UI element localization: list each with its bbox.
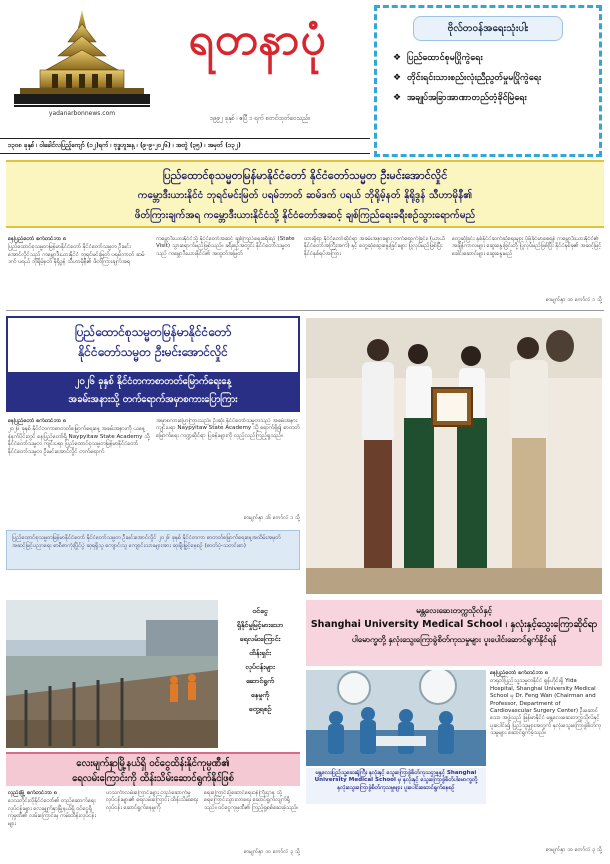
photo-caption: ပြည်ထောင်စုသမ္မတမြန်မာနိုင်ငံတော် နိုင်ငံတော်သမ္မတ ဦးမင်းအောင်လှိုင် ၂၀၂၆ ခုနှစ် နိုင်ငံတကာ စာတတ်မြောက်ရေးနေ့အထိမ်းအမှတ် အဆင့်မြင့်ပညာရေး စာစီစာကုံးပြိုင်ပွဲ ဆုရရှိသူ ကျောင်းသူ ကျောင်းသားများအား ဆုချီးမြှင့်နေစဉ် (ဓာတ်ပုံ-သတင်းစာ)	[6, 530, 300, 570]
slogan-text: ပြည်ထောင်စုမပြိုကွဲရေး	[407, 53, 483, 63]
continued-note: စာမျက်နှာ ၁၀ ကော်လံ ၁ သို့	[545, 297, 602, 303]
side-caption-line: ဝင်ငွေ	[252, 607, 268, 615]
headline-line: Shanghai University Medical School ၊ နှလုံးနှင့်သွေးကြောဆိုင်ရာ	[310, 619, 598, 630]
continued-note: စာမျက်နှာ ၁၀ ကော်လံ ၃ သို့	[243, 849, 300, 855]
article-text: ဒေသတိုင်းလိုနိုင်ငံတော်၏ တည်ဆောက်ရေးလုပ်ငန်းများ လေးမျက်နှာမြို့နယ်ရှိ ဝင်ငွေရှိ ကုမ္ပဏီ၏ လမ်းကြောင်းမှ ကမ်းထိန်းလုပ်ငန်းများ	[8, 798, 96, 827]
waterway-dredging-photo	[6, 600, 218, 748]
subheadline-line: အခမ်းအနားသို့ တက်ရောက်အမှာစကားပြောကြား	[68, 394, 238, 405]
article-text: တွေ့ဆုံခြင်း နှစ်နိုင်ငံဆက်ဆံရေးများ ပိုမိုခိုင်မာစေရန် ကမ္ဘောဒီးယားနိုင်ငံ၏ အချိန်ကာလများ ဆွေးနွေးခြင်းတို့ ပြုလုပ်မည်ဖြစ်ပြီး နိုင်ငံနှစ်ခု၏ အဆင့်မြင့်ခေါင်းဆောင်များ ဆွေးနွေးမည်	[452, 236, 602, 257]
side-caption-line: တွေ့ရစဉ်	[248, 705, 272, 713]
photo-side-caption	[222, 604, 298, 744]
medical-school-headline	[306, 600, 602, 666]
byline: လှည်းမြို့ စက်တင်ဘာ ၈	[8, 790, 58, 796]
slogan-text: တိုင်းရင်းသားစည်းလုံးညီညွတ်မှုမပြိုကွဲရေး	[407, 73, 542, 83]
lead-story-column	[8, 236, 150, 304]
side-caption-line: ဆောင်ရွက်	[246, 677, 274, 685]
slogan-text: အချုပ်အခြာအာဏာတည်တံ့ခိုင်မြဲရေး	[407, 93, 527, 103]
slogan-title: ဗိုလ်တဝန်အရေးသုံးပါး	[413, 16, 563, 41]
subheadline-line: ၂၀၂၆ ခုနှစ် နိုင်ငံတကာစာတတ်မြောက်ရေးနေ့	[74, 376, 232, 387]
lead-headline	[6, 160, 604, 228]
article-text: ပြည်ထောင်စုသမ္မတမြန်မာနိုင်ငံတော် နိုင်ငံတော်သမ္မတ ဦးမင်းအောင်လှိုင်သည် ကမ္ဘောဒီးယားနိုင်ငံ ဘုရင်မင်းမြတ် ပရမ်ဘာတ် ဆမ်ဒက် ပရယ် ဘိုရိုမ့်နတ် နိုရိုဒွန် သီဟာမိုနီ၏ ဖိတ်ကြားချက်အရ	[8, 244, 145, 266]
article-text: ရေးကြောင်းပို့ဆောင်ရေးဝန်ကြီးဌာန သို့ ရေကြောင်းသွားလာရေး ဆောင်ရွက်လျက်ရှိသည်။ ဝင်ငွေကုမ္ပဏီ၏ ကြည့်ရှုစစ်ဆေးခဲ့သည်။	[204, 790, 299, 811]
lead-headline-line: ဖိတ်ကြားချက်အရ ကမ္ဘောဒီးယားနိုင်ငံသို့ နိုင်ငံတော်အဆင့် ချစ်ကြည်ရေးခရီးစဉ်သွားရောက်မည်	[134, 210, 476, 221]
diamond-bullet-icon: ❖	[393, 93, 402, 103]
headline-line: မန္တလေးဆေးတက္ကသိုလ်နှင့်	[416, 606, 492, 615]
award-ceremony-photo	[306, 318, 602, 594]
story-column	[8, 790, 102, 856]
slogan-item	[393, 91, 591, 105]
masthead	[0, 0, 370, 138]
diamond-bullet-icon: ❖	[393, 73, 402, 83]
continued-note: စာမျက်နှာ ၁၆ ကော်လံ ၁ သို့	[243, 515, 300, 521]
slogan-box	[374, 5, 602, 157]
article-text: တရုတ်ပြည်သူ့သမ္မတနိုင်ငံ ရှန်ဟိုင်းရှိ Yida Hospital, Shanghai University Medical School မှ Dr. Feng Wan (Chairman and Professor, Department of Cardiovascular Surgery Center) ဦးဆောင်သော အဖွဲ့သည် မြန်မာနိုင်ငံ မန္တလေးဆေးတက္ကသိုလ်နှင့် ပူးပေါင်း၍ ပြည်သူများအတွက် နှလုံးသွေးကြောခွဲစိတ်ကုသမှုများ ဆောင်ရွက်ခဲ့သည်။	[490, 678, 602, 737]
continued-note: စာမျက်နှာ ၁၀ ကော်လံ ၃ သို့	[545, 847, 602, 853]
newspaper-title: ရတနာပုံ	[188, 14, 327, 65]
headline-line: ပြည်ထောင်စုသမ္မတမြန်မာနိုင်ငံတော်	[74, 325, 232, 339]
headline-line: ပါမောက္ခတို့ နှလုံးသွေးကြောခွဲစိတ်ကုသမှုများ ပူးပေါင်းဆောင်ရွက်နိုင်ရန်	[351, 635, 557, 644]
slogan-item	[393, 51, 591, 65]
side-caption-line: နေမှုကို	[250, 691, 270, 699]
article-text: ဟသင်္ကာလမ်းကြောင်းများ တည်ဆောက်မှုလုပ်ငန်းများ၏ ရေလမ်းကြောင်း ထိန်းသိမ်းရေးလုပ်ငန်း ဆောင်ရွက်နေမှုကို	[106, 790, 199, 811]
article-text: အမှာစကားပြောကြားသည်။ ဦးဆုံး နိုင်ငံတော်သမ္မတသည် အခမ်းအနားကျင်းပရာ Naypyitaw State Academy သို့ ရောက်ရှိ၍ စာတတ်မြောက်ရေး ကဏ္ဍဆိုင်ရာ ပြခန်းများကို လှည့်လည်ကြည့်ရှုသည်။	[156, 418, 300, 439]
diamond-bullet-icon: ❖	[393, 53, 402, 63]
headline-line: နိုင်ငံတော်သမ္မတ ဦးမင်းအောင်လှိုင်	[78, 345, 228, 359]
photo-caption: မန္တလေးပြည်သူ့ဆေးရုံကြီး နှလုံးနှင့် သွေးကြောခွဲစိတ်ကုသဌာနနှင့် Shanghai University Medical School မှ နှလုံးနှင့် သွေးကြောခွဲစိတ်ပါမောက္ခတို့ နှလုံးသွေးကြောခွဲစိတ်ကုသမှုများ ပူးပေါင်းဆောင်ရွက်နေစဉ်	[306, 768, 486, 804]
subheadline	[8, 372, 298, 410]
issue-info-bar: ၁၃၀၈ ခုနှစ် ၊ ဝါခေါင်လပြည့်ကျော် (၁၂)ရက် ၊ ဗုဒ္ဓဟူးနေ့ ၊ (၉-၉-၂၀၂၆) ၊ အတွဲ (၃၅) ၊ အမှတ် (၁၃၂)	[0, 138, 370, 154]
lead-headline-line: ကမ္ဘောဒီးယားနိုင်ငံ ဘုရင်မင်းမြတ် ပရမ်ဘာတ် ဆမ်ဒက် ပရယ် ဘိုရိုမ့်နတ် နိုရိုဒွန် သီဟာမိုနီ၏	[137, 190, 473, 201]
headline-line: လေးမျက်နှာမြို့နယ်ရှိ ဝင်ငွေထိန်းနိုင်ကုမ္ပဏီ၏	[76, 758, 230, 769]
story-column	[106, 790, 200, 856]
founding-date: ၁၉၉၂ ခုနှစ် ၊ ဧပြီ ၁ ရက် စတင်ထုတ်ဝေသည်။	[209, 115, 311, 122]
article-text: ထားရှိရာ နိုင်ငံတော်ဆိုင်ရာ အခမ်းအနားများ တက်ရောက်ခြင်း၊ (ယာယီနိုင်ငံတော်အကြီးအကဲ) နှင့် တွေ့ဆုံဆွေးနွေးခြင်းများ ပြုလုပ်မည်ဖြစ်ပြီး နိုင်ငံနှစ်ရပ်အကြား	[304, 236, 446, 257]
side-caption-line: ရှိနိုင်မှုမြင့်မားသော	[236, 621, 284, 629]
story-column	[156, 418, 300, 508]
side-caption-line: လုပ်ငန်းများ	[245, 663, 275, 671]
waterway-headline	[6, 752, 300, 786]
slogan-item	[393, 71, 591, 85]
story-column	[8, 418, 150, 514]
site-url: yadanarbonnews.com	[48, 110, 116, 117]
pagoda-logo-icon	[14, 8, 150, 112]
president-literacy-headline	[6, 316, 300, 412]
side-caption-line: ရေလမ်းကြောင်း	[239, 635, 281, 643]
lead-story-column	[304, 236, 446, 304]
byline: နေပြည်တော် စက်တင်ဘာ ၈	[8, 418, 67, 424]
story-column	[204, 790, 300, 846]
article-text: ၂၀၂၆ ခုနှစ် နိုင်ငံတကာစာတတ်မြောက်ရေးနေ့ အခမ်းအနားကို ယနေ့နံနက်ပိုင်းတွင် နေပြည်တော်ရှိ Naypyitaw State Academy သို့ နိုင်ငံတော်သမ္မတ ကျင်းပရာ ပြည်ထောင်စုသမ္မတမြန်မာနိုင်ငံတော် နိုင်ငံတော်သမ္မတ ဦးမင်းအောင်လှိုင် တက်ရောက်	[8, 426, 150, 455]
headline-line: ရေလမ်းကြောင်းကို ထိန်းသိမ်းဆောင်ရွက်နိုင်ဖြစ်	[72, 773, 234, 784]
byline: နေပြည်တော် စက်တင်ဘာ ၈	[8, 236, 67, 242]
lead-story-column	[156, 236, 298, 304]
story-column	[490, 670, 602, 838]
byline: နေပြည်တော် စက်တင်ဘာ ၈	[490, 670, 549, 676]
lead-story-column	[452, 236, 602, 294]
surgery-photo	[306, 670, 486, 766]
lead-headline-line: ပြည်ထောင်စုသမ္မတမြန်မာနိုင်ငံတော် နိုင်ငံတော်သမ္မတ ဦးမင်းအောင်လှိုင်	[162, 169, 448, 182]
article-text: ကမ္ဘောဒီးယားနိုင်ငံသို့ နိုင်ငံတော်အဆင့် ချစ်ကြည်ရေးခရီးစဉ် (State Visit) သွားရောက်မည်ဖြစ်သည်။ ခရီးစဉ်အတွင်း နိုင်ငံတော်သမ္မတသည် ကမ္ဘောဒီးယားနိုင်ငံ၏ အထွတ်အမြတ်	[156, 236, 295, 257]
side-caption-line: ထိန်းရှင်း	[249, 649, 271, 657]
